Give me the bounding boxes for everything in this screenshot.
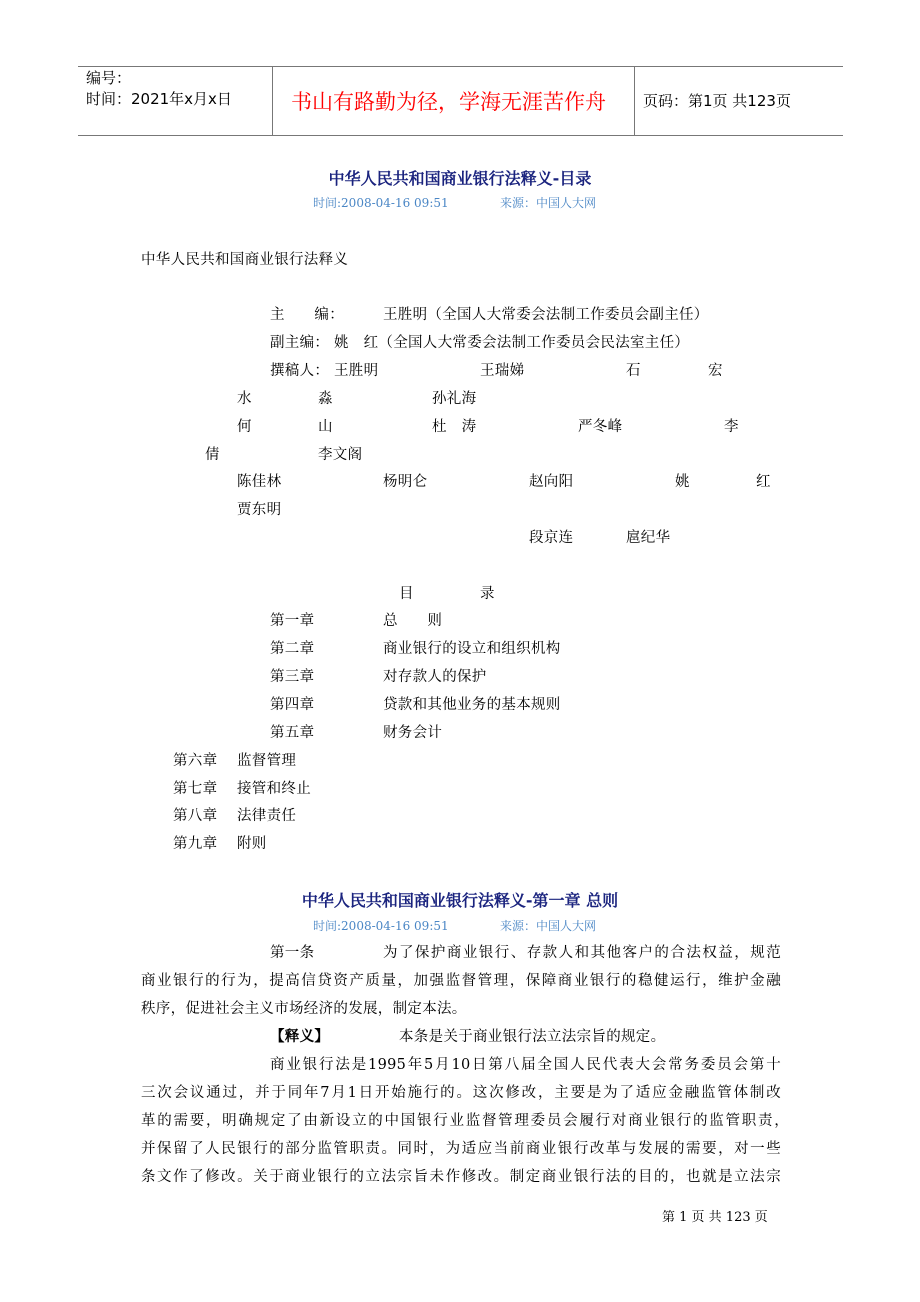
writer: 水 (237, 391, 252, 407)
meta-source: 来源：中国人大网 (500, 196, 597, 210)
article-text: 秩序，促进社会主义市场经济的发展，制定本法。 (141, 1001, 467, 1017)
writer: 段京连 (529, 530, 574, 546)
writer: 李 (724, 419, 739, 435)
writer: 杨明仑 (383, 474, 428, 490)
writers-label: 撰稿人： (270, 363, 330, 379)
deputy-label: 副主编： (270, 335, 330, 351)
writer: 淼 (318, 391, 333, 407)
writer: 红 (756, 474, 771, 490)
toc-chapter-title: 对存款人的保护 (383, 669, 487, 685)
note-label: 【释义】 (270, 1028, 330, 1045)
editor: 王胜明（全国人大常委会法制工作委员会副主任） (383, 307, 709, 323)
article-text: 商业银行的行为，提高信贷资产质量，加强监督管理，保障商业银行的稳健运行，维护金融 (141, 973, 781, 989)
toc-chapter-num: 第四章 (270, 697, 315, 713)
header-top-rule (78, 66, 843, 67)
toc-chapter-num: 第九章 (173, 836, 218, 852)
note-text: 本条是关于商业银行法立法宗旨的规定。 (399, 1029, 666, 1045)
writer: 姚 (675, 474, 690, 490)
article-label: 第一条 (270, 945, 315, 961)
writer: 石 (626, 363, 641, 379)
writer: 严冬峰 (578, 419, 623, 435)
writer: 杜 涛 (432, 419, 477, 435)
writer: 孙礼海 (432, 391, 477, 407)
toc-chapter-num: 第七章 (173, 781, 218, 797)
writer: 山 (318, 419, 333, 435)
toc-chapter-title: 附则 (237, 836, 267, 852)
toc-chapter-num: 第六章 (173, 753, 218, 769)
book-title: 中华人民共和国商业银行法释义 (141, 252, 349, 268)
paragraph-text: 三次会议通过，并于同年7月1日开始施行的。这次修改，主要是为了适应金融监管体制改 (141, 1085, 781, 1101)
writer: 倩 (205, 447, 220, 463)
paragraph-text: 并保留了人民银行的部分监管职责。同时，为适应当前商业银行改革与发展的需要，对一些 (141, 1141, 781, 1157)
writer: 陈佳林 (237, 474, 282, 490)
paragraph-text: 革的需要，明确规定了由新设立的中国银行业监督管理委员会履行对商业银行的监管职责， (141, 1113, 789, 1129)
toc-chapter-num: 第一章 (270, 613, 315, 629)
writer: 扈纪华 (626, 530, 671, 546)
writer: 李文阁 (318, 447, 363, 463)
writer: 贾东明 (237, 502, 282, 518)
toc-chapter-title: 贷款和其他业务的基本规则 (383, 697, 561, 713)
toc-chapter-title: 财务会计 (383, 725, 443, 741)
doc-number-label: 编号： (86, 69, 132, 87)
header-bottom-rule (78, 135, 843, 136)
toc-chapter-num: 第五章 (270, 725, 315, 741)
writer: 何 (237, 419, 252, 435)
section-title: 中华人民共和国商业银行法释义-第一章 总则 (301, 891, 619, 910)
toc-chapter-num: 第二章 (270, 641, 315, 657)
editor-label: 主 编： (270, 307, 344, 323)
meta-source: 来源：中国人大网 (500, 919, 597, 933)
paragraph-text: 商业银行法是1995年5月10日第八届全国人民代表大会常务委员会第十 (270, 1057, 781, 1073)
toc-chapter-num: 第八章 (173, 808, 218, 824)
toc-heading: 目 (399, 586, 414, 602)
writer: 王瑞娣 (480, 363, 525, 379)
paragraph-text: 条文作了修改。关于商业银行的立法宗旨未作修改。制定商业银行法的目的，也就是立法宗 (141, 1169, 781, 1185)
toc-chapter-title: 法律责任 (237, 808, 297, 824)
header-divider (634, 66, 635, 135)
toc-heading: 录 (480, 586, 495, 602)
writer: 赵向阳 (529, 474, 574, 490)
section-title: 中华人民共和国商业银行法释义-目录 (328, 169, 592, 188)
motto: 书山有路勤为径，学海无涯苦作舟 (291, 90, 606, 114)
toc-chapter-title: 总 则 (383, 613, 443, 629)
deputy: 姚 红（全国人大常委会法制工作委员会民法室主任） (334, 335, 690, 351)
article-text: 为了保护商业银行、存款人和其他客户的合法权益，规范 (383, 945, 781, 961)
writer: 王胜明 (334, 363, 379, 379)
toc-chapter-title: 商业银行的设立和组织机构 (383, 641, 561, 657)
writer: 宏 (708, 363, 723, 379)
page-indicator: 页码：第1页 共123页 (643, 92, 791, 110)
toc-chapter-num: 第三章 (270, 669, 315, 685)
page-footer: 第 1 页 共 123 页 (662, 1210, 768, 1225)
toc-chapter-title: 接管和终止 (237, 781, 311, 797)
meta-time: 时间:2008-04-16 09:51 (313, 919, 449, 933)
header-divider (272, 66, 273, 135)
toc-chapter-title: 监督管理 (237, 753, 297, 769)
meta-time: 时间:2008-04-16 09:51 (313, 196, 449, 210)
doc-date: 时间：2021年x月x日 (86, 90, 232, 108)
